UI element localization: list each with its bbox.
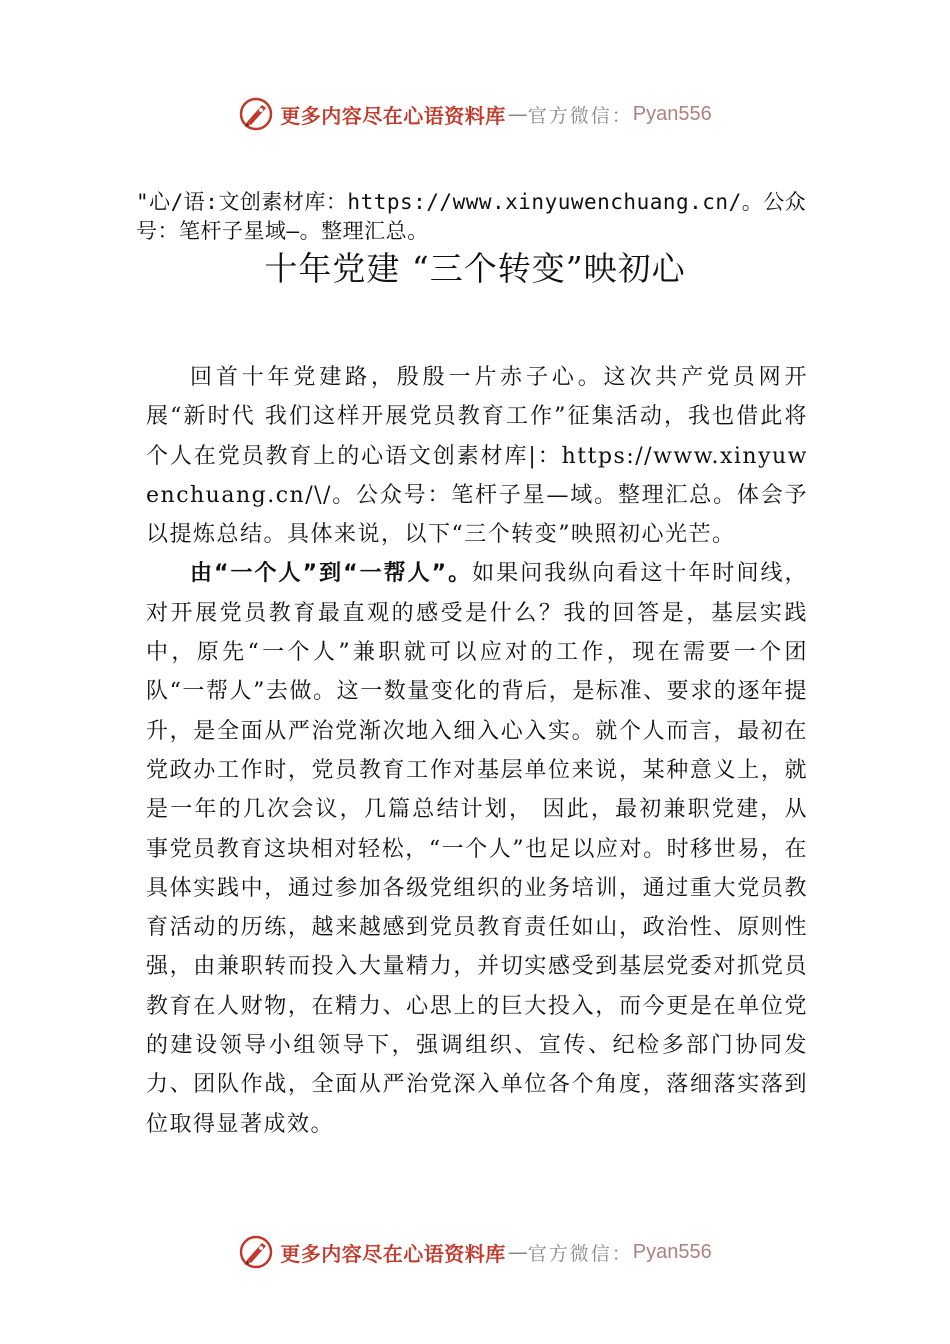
header-watermark-banner [0,94,950,134]
paragraph-section-one [146,554,808,1143]
banner-separator: — [507,102,528,126]
paragraph-text: 回首十年党建路，殷殷一片赤子心。这次共产党员网开展“新时代 我们这样开展党员教育工作”征集活动，我也借此将个人在党员教育上的心语文创素材库|：https://www.xinyuwenchuang.cn/\/。公众号：笔杆子星—域。整理汇总。体会予以提炼总结。具体来说，以下“三个转变”映照初心光芒。 [146,365,808,548]
section-heading: 由“一个人”到“一帮人”。 [190,561,473,587]
banner-text: 更多内容尽在心语资料库 [280,103,506,128]
paragraph-text: 如果问我纵向看这十年时间线，对开展党员教育最直观的感受是什么？我的回答是，基层实践中，原先“一个人”兼职就可以应对的工作，现在需要一个团队“一帮人”去做。这一数量变化的背后，是标准、要求的逐年提升，是全面从严治党渐次地入细入心入实。就个人而言，最初在党政办工作时，党员教育工作对基层单位来说，某种意义上，就是一年的几次会议，几篇总结计划， 因此，最初兼职党建，从事党员教育这块相对轻松，“一个人”也足以应对。时移世易，在具体实践中，通过参加各级党组织的业务培训，通过重大党员教育活动的历练，越来越感到党员教育责任如山，政治性、原则性强，由兼职转而投入大量精力，并切实感受到基层党委对抓党员教育在人财物，在精力、心思上的巨大投入，而今更是在单位党的建设领导小组领导下，强调组织、宣传、纪检多部门协同发力、团队作战，全面从严治党深入单位各个角度，落细落实落到位取得显著成效。 [146,561,808,1137]
document-title: 十年党建 “三个转变”映初心 [264,249,686,288]
source-note: "心/语:文创素材库：https://www.xinyuwenchuang.cn/。公众号：笔杆子星域—。整理汇总。 [136,190,807,243]
banner-wechat-label: 官方微信： [527,1242,633,1265]
banner-text: 更多内容尽在心语资料库 [280,1241,506,1266]
footer-watermark-banner [0,1232,950,1272]
banner-wechat-id: Pyan556 [632,102,712,125]
paragraph-intro [146,358,808,554]
banner-separator: — [507,1240,528,1264]
document-body [146,358,808,1144]
banner-wechat-label: 官方微信： [527,104,633,127]
pen-logo-icon [238,96,274,132]
banner-wechat-id: Pyan556 [632,1240,712,1263]
pen-logo-icon [238,1234,274,1270]
